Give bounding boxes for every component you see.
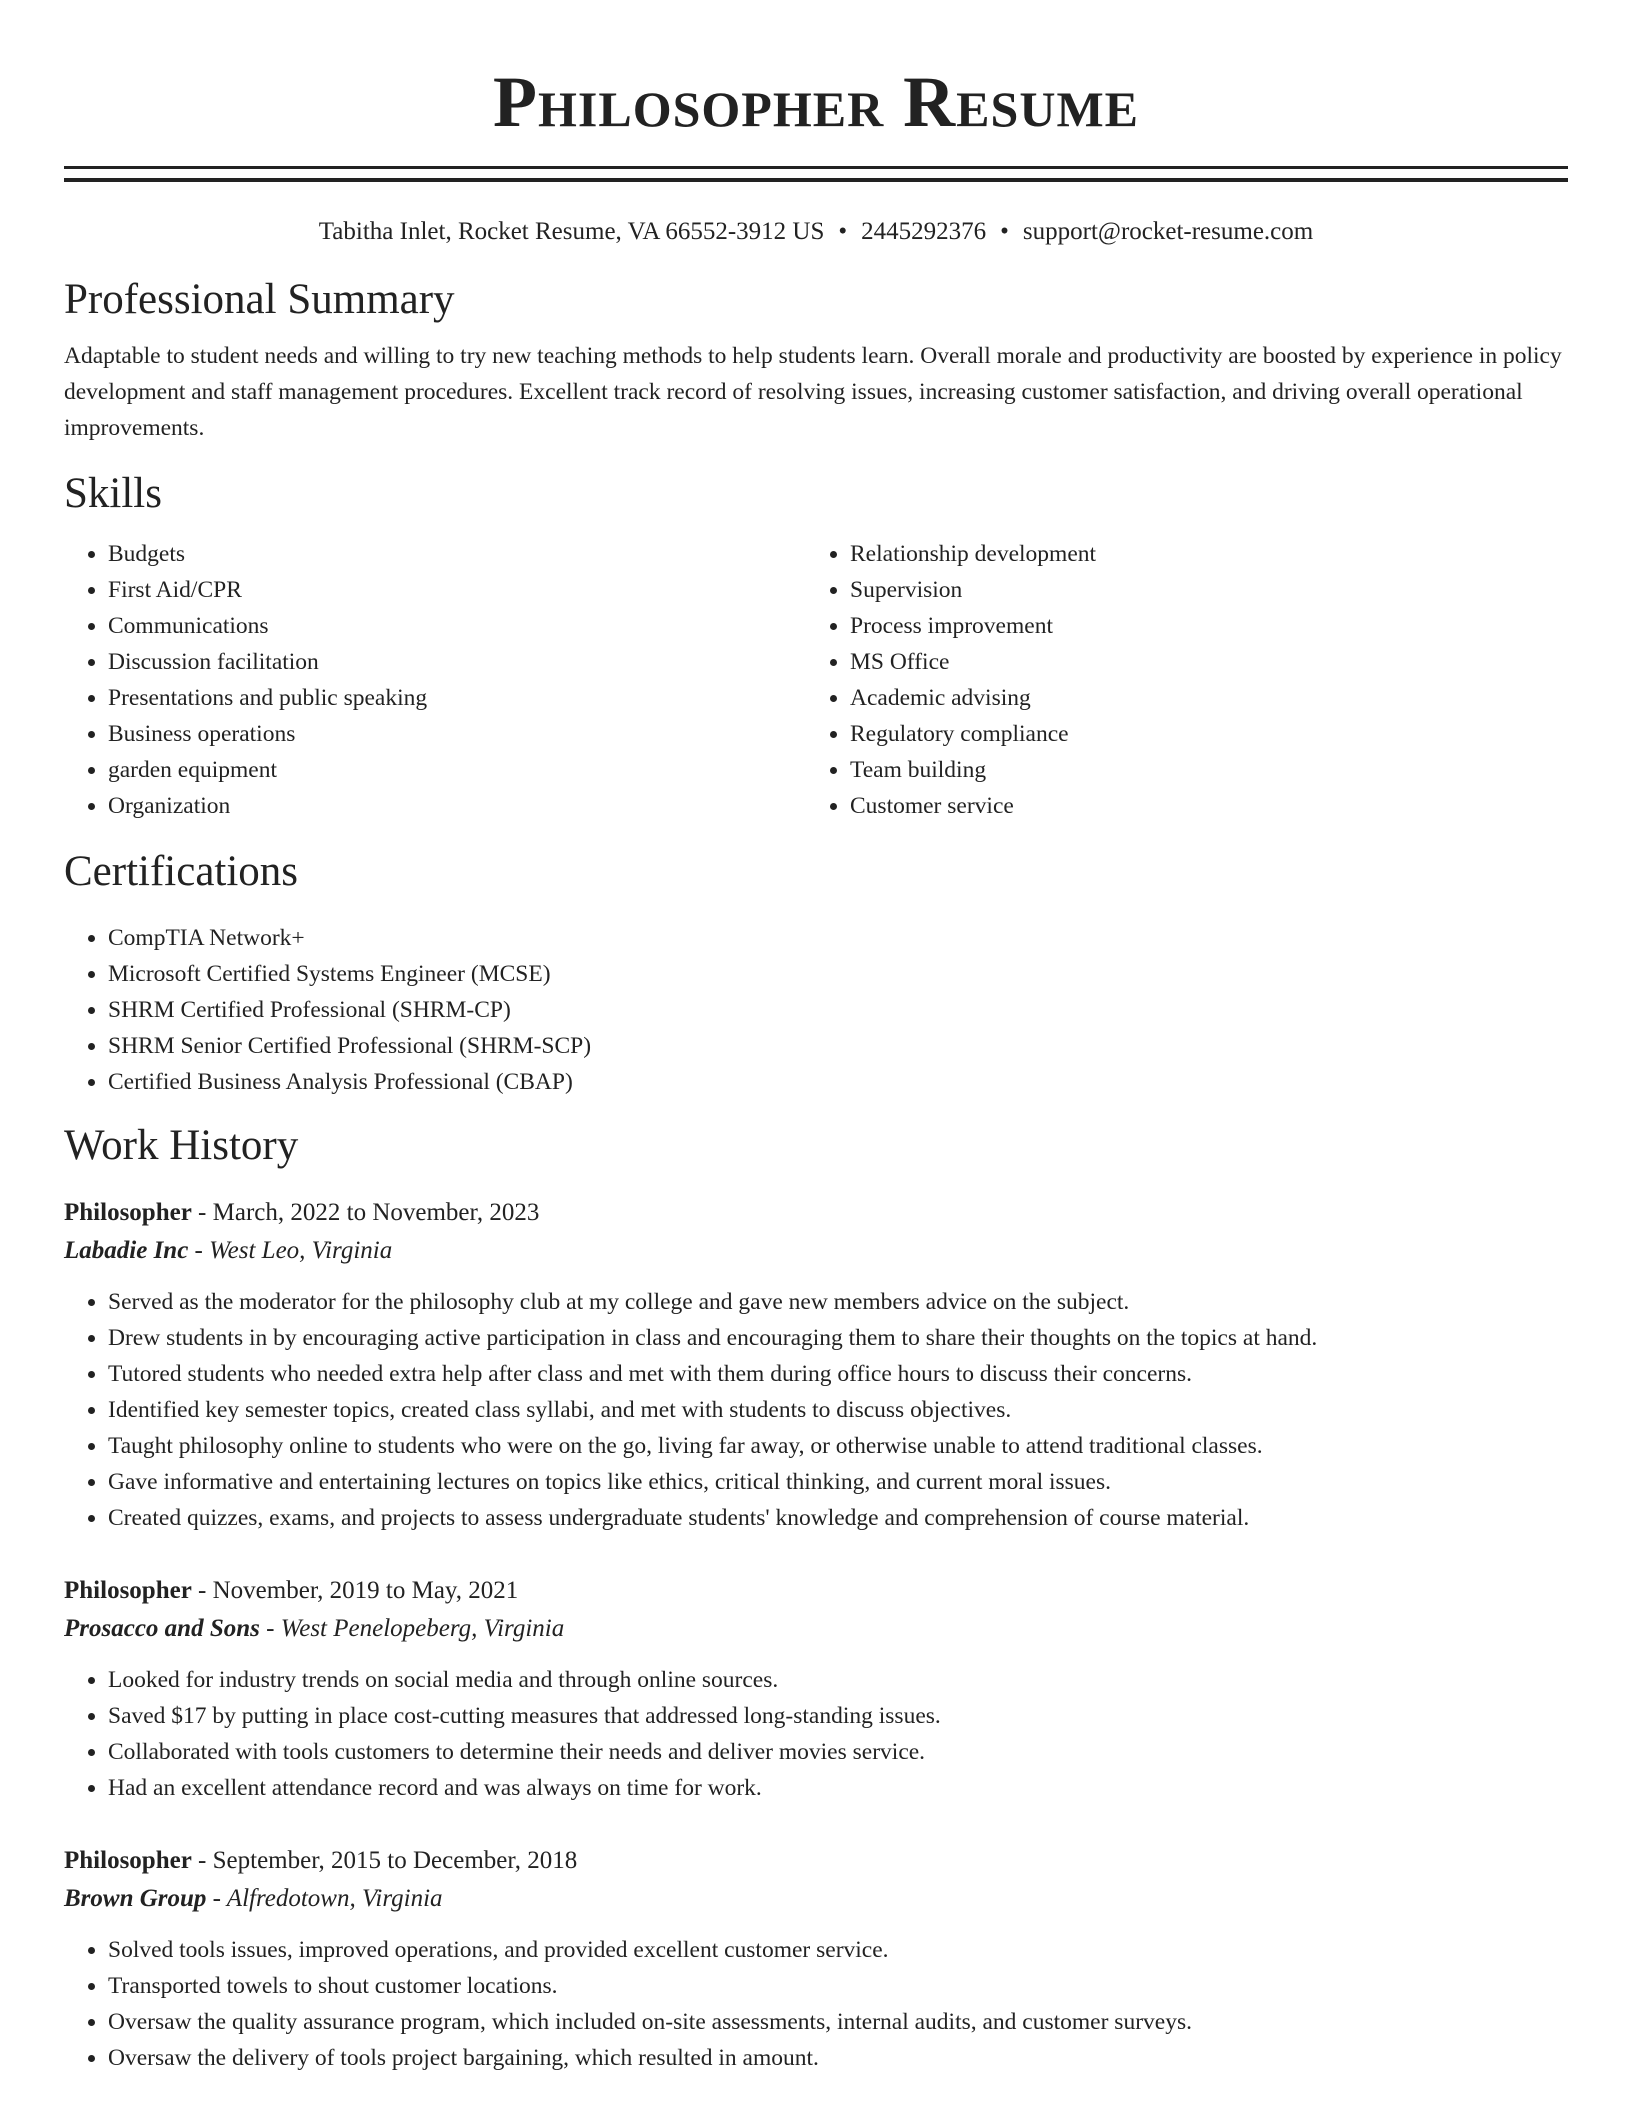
certification-item: • Microsoft Certified Systems Engineer (MCSE): [108, 956, 1568, 992]
job-location: Alfredotown, Virginia: [226, 1885, 443, 1912]
skill-item: • Process improvement: [850, 608, 1548, 644]
certifications-section: [64, 846, 1568, 1100]
job-bullet: • Collaborated with tools customers to determine their needs and deliver movies service.: [108, 1734, 1568, 1770]
contact-phone: 2445292376: [861, 218, 987, 245]
job-location: West Leo, Virginia: [209, 1237, 393, 1264]
certification-item: • SHRM Senior Certified Professional (SHRM-SCP): [108, 1028, 1568, 1064]
job-dash: -: [191, 1577, 213, 1604]
job-dash: -: [206, 1885, 227, 1912]
job-company: Labadie Inc: [64, 1237, 189, 1264]
skill-item: • Budgets: [108, 536, 806, 572]
contact-line: [64, 216, 1568, 248]
title-divider: [64, 166, 1568, 182]
work-history-section: [64, 1120, 1568, 2076]
job-dates: March, 2022 to November, 2023: [212, 1199, 540, 1226]
job-bullet: • Oversaw the delivery of tools project bargaining, which resulted in amount.: [108, 2040, 1568, 2076]
skills-column-left: [64, 536, 806, 824]
skill-item: • MS Office: [850, 644, 1548, 680]
job-title-line: [64, 1194, 1568, 1232]
job-bullet: • Served as the moderator for the philosophy club at my college and gave new members advice on the subject.: [108, 1284, 1568, 1320]
skill-item: • Academic advising: [850, 680, 1548, 716]
skill-item: • Regulatory compliance: [850, 716, 1548, 752]
job-bullet: • Transported towels to shout customer locations.: [108, 1968, 1568, 2004]
resume-page: [64, 0, 1568, 2076]
contact-address: Tabitha Inlet, Rocket Resume, VA 66552-3912 US: [318, 218, 825, 245]
job-bullet: • Drew students in by encouraging active participation in class and encouraging them to share their thoughts on the topics at hand.: [108, 1320, 1568, 1356]
job-title: Philosopher: [64, 1847, 192, 1874]
skill-item: • Team building: [850, 752, 1548, 788]
job-dash: -: [188, 1237, 210, 1264]
skill-item: • Communications: [108, 608, 806, 644]
job-dash: -: [259, 1615, 281, 1642]
job-bullet: • Solved tools issues, improved operations, and provided excellent customer service.: [108, 1932, 1568, 1968]
job-dash: -: [191, 1847, 213, 1874]
work-history-heading: Work History: [64, 1122, 299, 1169]
certification-item: • CompTIA Network+: [108, 920, 1568, 956]
certification-item: • SHRM Certified Professional (SHRM-CP): [108, 992, 1568, 1028]
skills-column-right: [806, 536, 1548, 824]
contact-email: support@rocket-resume.com: [1022, 218, 1314, 245]
skill-item: • Business operations: [108, 716, 806, 752]
job-title: Philosopher: [64, 1199, 192, 1226]
job-bullet: • Had an excellent attendance record and was always on time for work.: [108, 1770, 1568, 1806]
job-dates: September, 2015 to December, 2018: [212, 1847, 578, 1874]
skill-item: • Customer service: [850, 788, 1548, 824]
job-bullet: • Identified key semester topics, created class syllabi, and met with students to discuss objectives.: [108, 1392, 1568, 1428]
summary-section: [64, 274, 1568, 446]
skills-heading: Skills: [64, 470, 162, 517]
summary-heading: Professional Summary: [64, 276, 455, 323]
job-bullet: • Created quizzes, exams, and projects to assess undergraduate students' knowledge and comprehension of course material.: [108, 1500, 1568, 1536]
resume-title: Philosopher Resume: [493, 62, 1139, 142]
skill-item: • Presentations and public speaking: [108, 680, 806, 716]
job-company-line: [64, 1610, 1568, 1648]
job-title-line: [64, 1842, 1568, 1880]
job-title: Philosopher: [64, 1577, 192, 1604]
job-bullet: • Oversaw the quality assurance program, which included on-site assessments, internal audits, and customer surveys.: [108, 2004, 1568, 2040]
skill-item: • garden equipment: [108, 752, 806, 788]
job-bullet: • Tutored students who needed extra help after class and met with them during office hours to discuss their concerns.: [108, 1356, 1568, 1392]
job-bullet: • Saved $17 by putting in place cost-cutting measures that addressed long-standing issues.: [108, 1698, 1568, 1734]
job-bullet: • Taught philosophy online to students who were on the go, living far away, or otherwise unable to attend traditional classes.: [108, 1428, 1568, 1464]
certification-item: • Certified Business Analysis Professional (CBAP): [108, 1064, 1568, 1100]
skill-item: • First Aid/CPR: [108, 572, 806, 608]
job-bullet: • Looked for industry trends on social media and through online sources.: [108, 1662, 1568, 1698]
skill-item: • Relationship development: [850, 536, 1548, 572]
skills-section: [64, 468, 1568, 824]
job-company-line: [64, 1880, 1568, 1918]
job-dash: -: [191, 1199, 213, 1226]
job-location: West Penelopeberg, Virginia: [280, 1615, 565, 1642]
job-entry: [64, 1572, 1568, 1806]
skills-columns: [64, 536, 1568, 824]
summary-text: Adaptable to student needs and willing to try new teaching methods to help students learn. Overall morale and productivity are boosted by experience in policy development and staff management procedures. Excellent track record of resolving issues, increasing customer satisfaction, and driving overall operational improvements.: [64, 343, 1562, 441]
contact-separator: •: [838, 218, 848, 245]
skill-item: • Organization: [108, 788, 806, 824]
job-title-line: [64, 1572, 1568, 1610]
skill-item: • Discussion facilitation: [108, 644, 806, 680]
job-company: Prosacco and Sons: [64, 1615, 260, 1642]
job-company: Brown Group: [64, 1885, 207, 1912]
job-bullet: • Gave informative and entertaining lectures on topics like ethics, critical thinking, and current moral issues.: [108, 1464, 1568, 1500]
job-entry: [64, 1842, 1568, 2076]
job-entry: [64, 1194, 1568, 1536]
job-dates: November, 2019 to May, 2021: [212, 1577, 519, 1604]
certifications-heading: Certifications: [64, 848, 299, 895]
skill-item: • Supervision: [850, 572, 1548, 608]
job-company-line: [64, 1232, 1568, 1270]
contact-separator: •: [1000, 218, 1009, 245]
